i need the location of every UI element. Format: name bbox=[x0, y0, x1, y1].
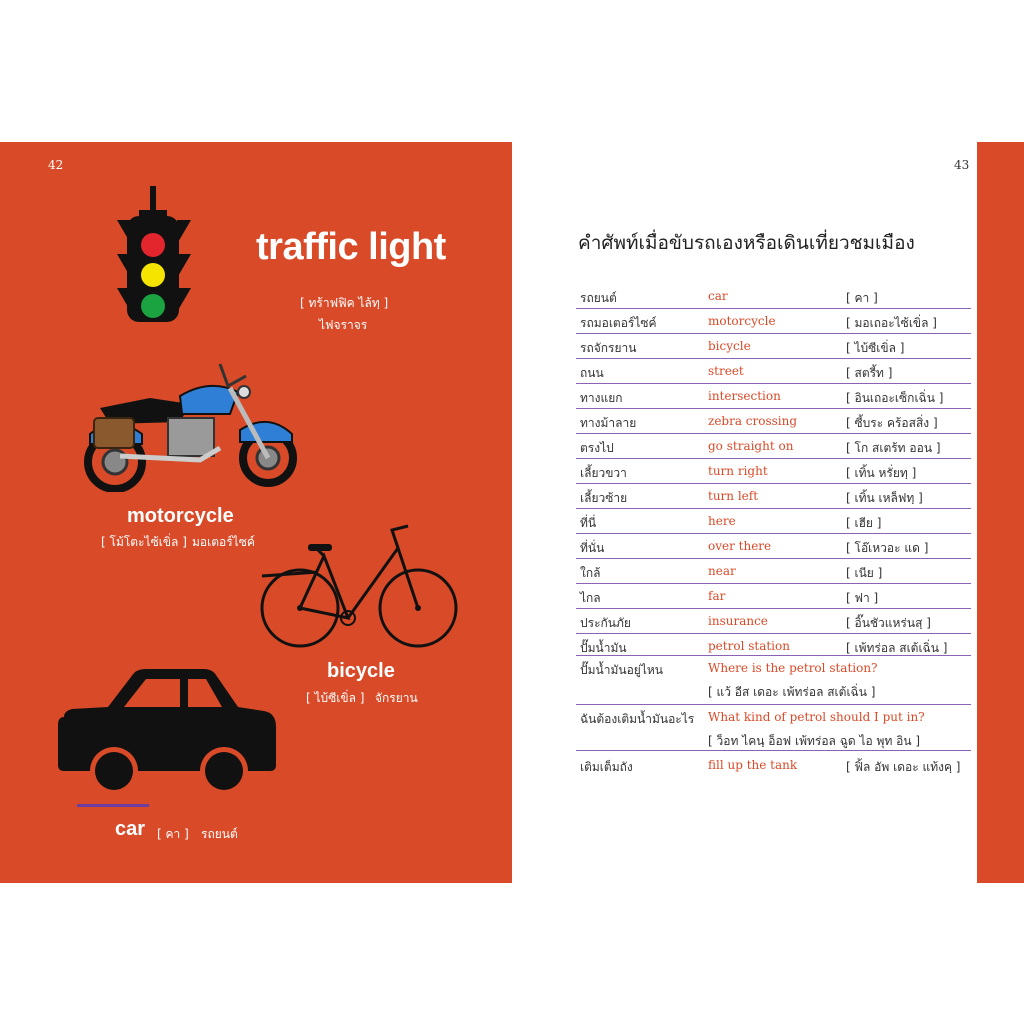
red-light bbox=[141, 233, 165, 257]
table-row bbox=[576, 484, 971, 509]
english-word: motorcycle bbox=[708, 314, 776, 328]
pronunciation: [ คา ] bbox=[846, 291, 878, 305]
bicycle-pronunciation: [ ไบ้ซีเขิ่ล ] bbox=[306, 691, 365, 705]
thai-word: ปั๊มน้ำมัน bbox=[580, 641, 627, 655]
english-word: insurance bbox=[708, 614, 768, 628]
thai-word: ปั๊มน้ำมันอยู่ไหน bbox=[580, 663, 663, 677]
table-row bbox=[576, 609, 971, 634]
english-word: go straight on bbox=[708, 439, 794, 453]
thai-word: เติมเต็มถัง bbox=[580, 760, 633, 774]
english-word: What kind of petrol should I put in? bbox=[708, 710, 925, 724]
english-word: bicycle bbox=[708, 339, 751, 353]
traffic-light-illustration bbox=[115, 186, 193, 334]
thai-word: ตรงไป bbox=[580, 441, 614, 455]
right-page-edge-strip bbox=[977, 142, 1024, 883]
car-word: car bbox=[115, 818, 146, 840]
thai-word: ทางม้าลาย bbox=[580, 416, 637, 430]
pronunciation: [ เทิ้น หรั่ยทฺ ] bbox=[846, 466, 917, 480]
english-word: car bbox=[708, 289, 728, 303]
thai-word: รถจักรยาน bbox=[580, 341, 637, 355]
english-word: far bbox=[708, 589, 726, 603]
thai-word: ที่นี่ bbox=[580, 516, 597, 530]
pronunciation: [ แว้ อีส เดอะ เพ้ทร่อล สเต้เฉิ่น ] bbox=[708, 685, 876, 699]
table-row bbox=[576, 534, 971, 559]
table-row bbox=[576, 359, 971, 384]
pronunciation: [ ว็อท ไคนฺ อ็อฟ เพ้ทร่อล ฉูด ไอ พุท อิน ] bbox=[708, 734, 921, 748]
car-underline bbox=[77, 804, 149, 807]
pronunciation: [ เพ้ทร่อล สเต้เฉิ่น ] bbox=[846, 641, 948, 655]
green-light bbox=[141, 294, 165, 318]
traffic-light-thai: ไฟจราจร bbox=[319, 318, 368, 332]
pronunciation: [ สตรี้ท ] bbox=[846, 366, 893, 380]
table-row bbox=[576, 434, 971, 459]
table-row bbox=[576, 509, 971, 534]
english-word: here bbox=[708, 514, 736, 528]
thai-word: ประกันภัย bbox=[580, 616, 631, 630]
bicycle-word: bicycle bbox=[327, 660, 395, 682]
english-word: turn right bbox=[708, 464, 768, 478]
pronunciation: [ เฮีย ] bbox=[846, 516, 882, 530]
english-word: fill up the tank bbox=[708, 758, 798, 772]
table-row bbox=[576, 559, 971, 584]
table-row bbox=[576, 753, 971, 779]
table-row bbox=[576, 334, 971, 359]
pronunciation: [ เนีย ] bbox=[846, 566, 883, 580]
car-illustration bbox=[58, 667, 280, 795]
pronunciation: [ อิ๊นชัวแหร่นสฺ ] bbox=[846, 616, 931, 630]
bicycle-illustration bbox=[258, 522, 460, 650]
table-row bbox=[576, 705, 971, 751]
thai-word: เลี้ยวซ้าย bbox=[580, 491, 628, 505]
vocabulary-heading: คำศัพท์เมื่อขับรถเองหรือเดินเที่ยวชมเมือง bbox=[578, 232, 915, 254]
motorcycle-illustration bbox=[70, 352, 298, 492]
pronunciation: [ เทิ้น เหล็ฟทฺ ] bbox=[846, 491, 923, 505]
table-row bbox=[576, 459, 971, 484]
thai-word: ทางแยก bbox=[580, 391, 623, 405]
table-row bbox=[576, 284, 971, 309]
english-word: intersection bbox=[708, 389, 781, 403]
thai-word: รถมอเตอร์ไซค์ bbox=[580, 316, 657, 330]
pronunciation: [ มอเถอะไซ้เขิ่ล ] bbox=[846, 316, 937, 330]
right-page-number: 43 bbox=[954, 158, 970, 172]
thai-word: ถนน bbox=[580, 366, 604, 380]
table-row bbox=[576, 409, 971, 434]
pronunciation: [ ฟิ้ล อัพ เดอะ แท้งคฺ ] bbox=[846, 760, 961, 774]
motorcycle-word: motorcycle bbox=[127, 505, 234, 527]
thai-word: ใกล้ bbox=[580, 566, 601, 580]
car-thai: รถยนต์ bbox=[201, 827, 238, 841]
thai-word: ไกล bbox=[580, 591, 601, 605]
table-row bbox=[576, 656, 971, 705]
english-word: street bbox=[708, 364, 744, 378]
english-word: near bbox=[708, 564, 736, 578]
english-word: petrol station bbox=[708, 639, 790, 653]
english-word: Where is the petrol station? bbox=[708, 661, 878, 675]
traffic-light-word: traffic light bbox=[256, 226, 446, 268]
thai-word: เลี้ยวขวา bbox=[580, 466, 627, 480]
table-row bbox=[576, 384, 971, 409]
traffic-light-pronunciation: [ ทร้าฟฟิค ไล้ทฺ ] bbox=[300, 296, 389, 310]
english-word: over there bbox=[708, 539, 772, 553]
left-page-number: 42 bbox=[48, 158, 64, 172]
english-word: zebra crossing bbox=[708, 414, 798, 428]
bicycle-thai: จักรยาน bbox=[375, 691, 418, 705]
english-word: turn left bbox=[708, 489, 759, 503]
pronunciation: [ ไบ้ซีเขิ่ล ] bbox=[846, 341, 905, 355]
yellow-light bbox=[141, 263, 165, 287]
pronunciation: [ ซี้บระ คร้อสสิ่ง ] bbox=[846, 416, 938, 430]
pronunciation: [ อินเถอะเซ็กเฉิ่น ] bbox=[846, 391, 944, 405]
table-row bbox=[576, 584, 971, 609]
thai-word: ที่นั่น bbox=[580, 541, 605, 555]
motorcycle-pronunciation: [ โม้โตะไซ้เขิ่ล ] bbox=[101, 535, 187, 549]
pronunciation: [ โก สเตร้ท ออน ] bbox=[846, 441, 941, 455]
table-row bbox=[576, 634, 971, 656]
table-row bbox=[576, 309, 971, 334]
pronunciation: [ โอ๊เหวอะ แด ] bbox=[846, 541, 929, 555]
thai-word: ฉันต้องเติมน้ำมันอะไร bbox=[580, 712, 695, 726]
car-pronunciation: [ คา ] bbox=[157, 827, 189, 841]
motorcycle-thai: มอเตอร์ไซค์ bbox=[192, 535, 255, 549]
pronunciation: [ ฟา ] bbox=[846, 591, 879, 605]
thai-word: รถยนต์ bbox=[580, 291, 617, 305]
